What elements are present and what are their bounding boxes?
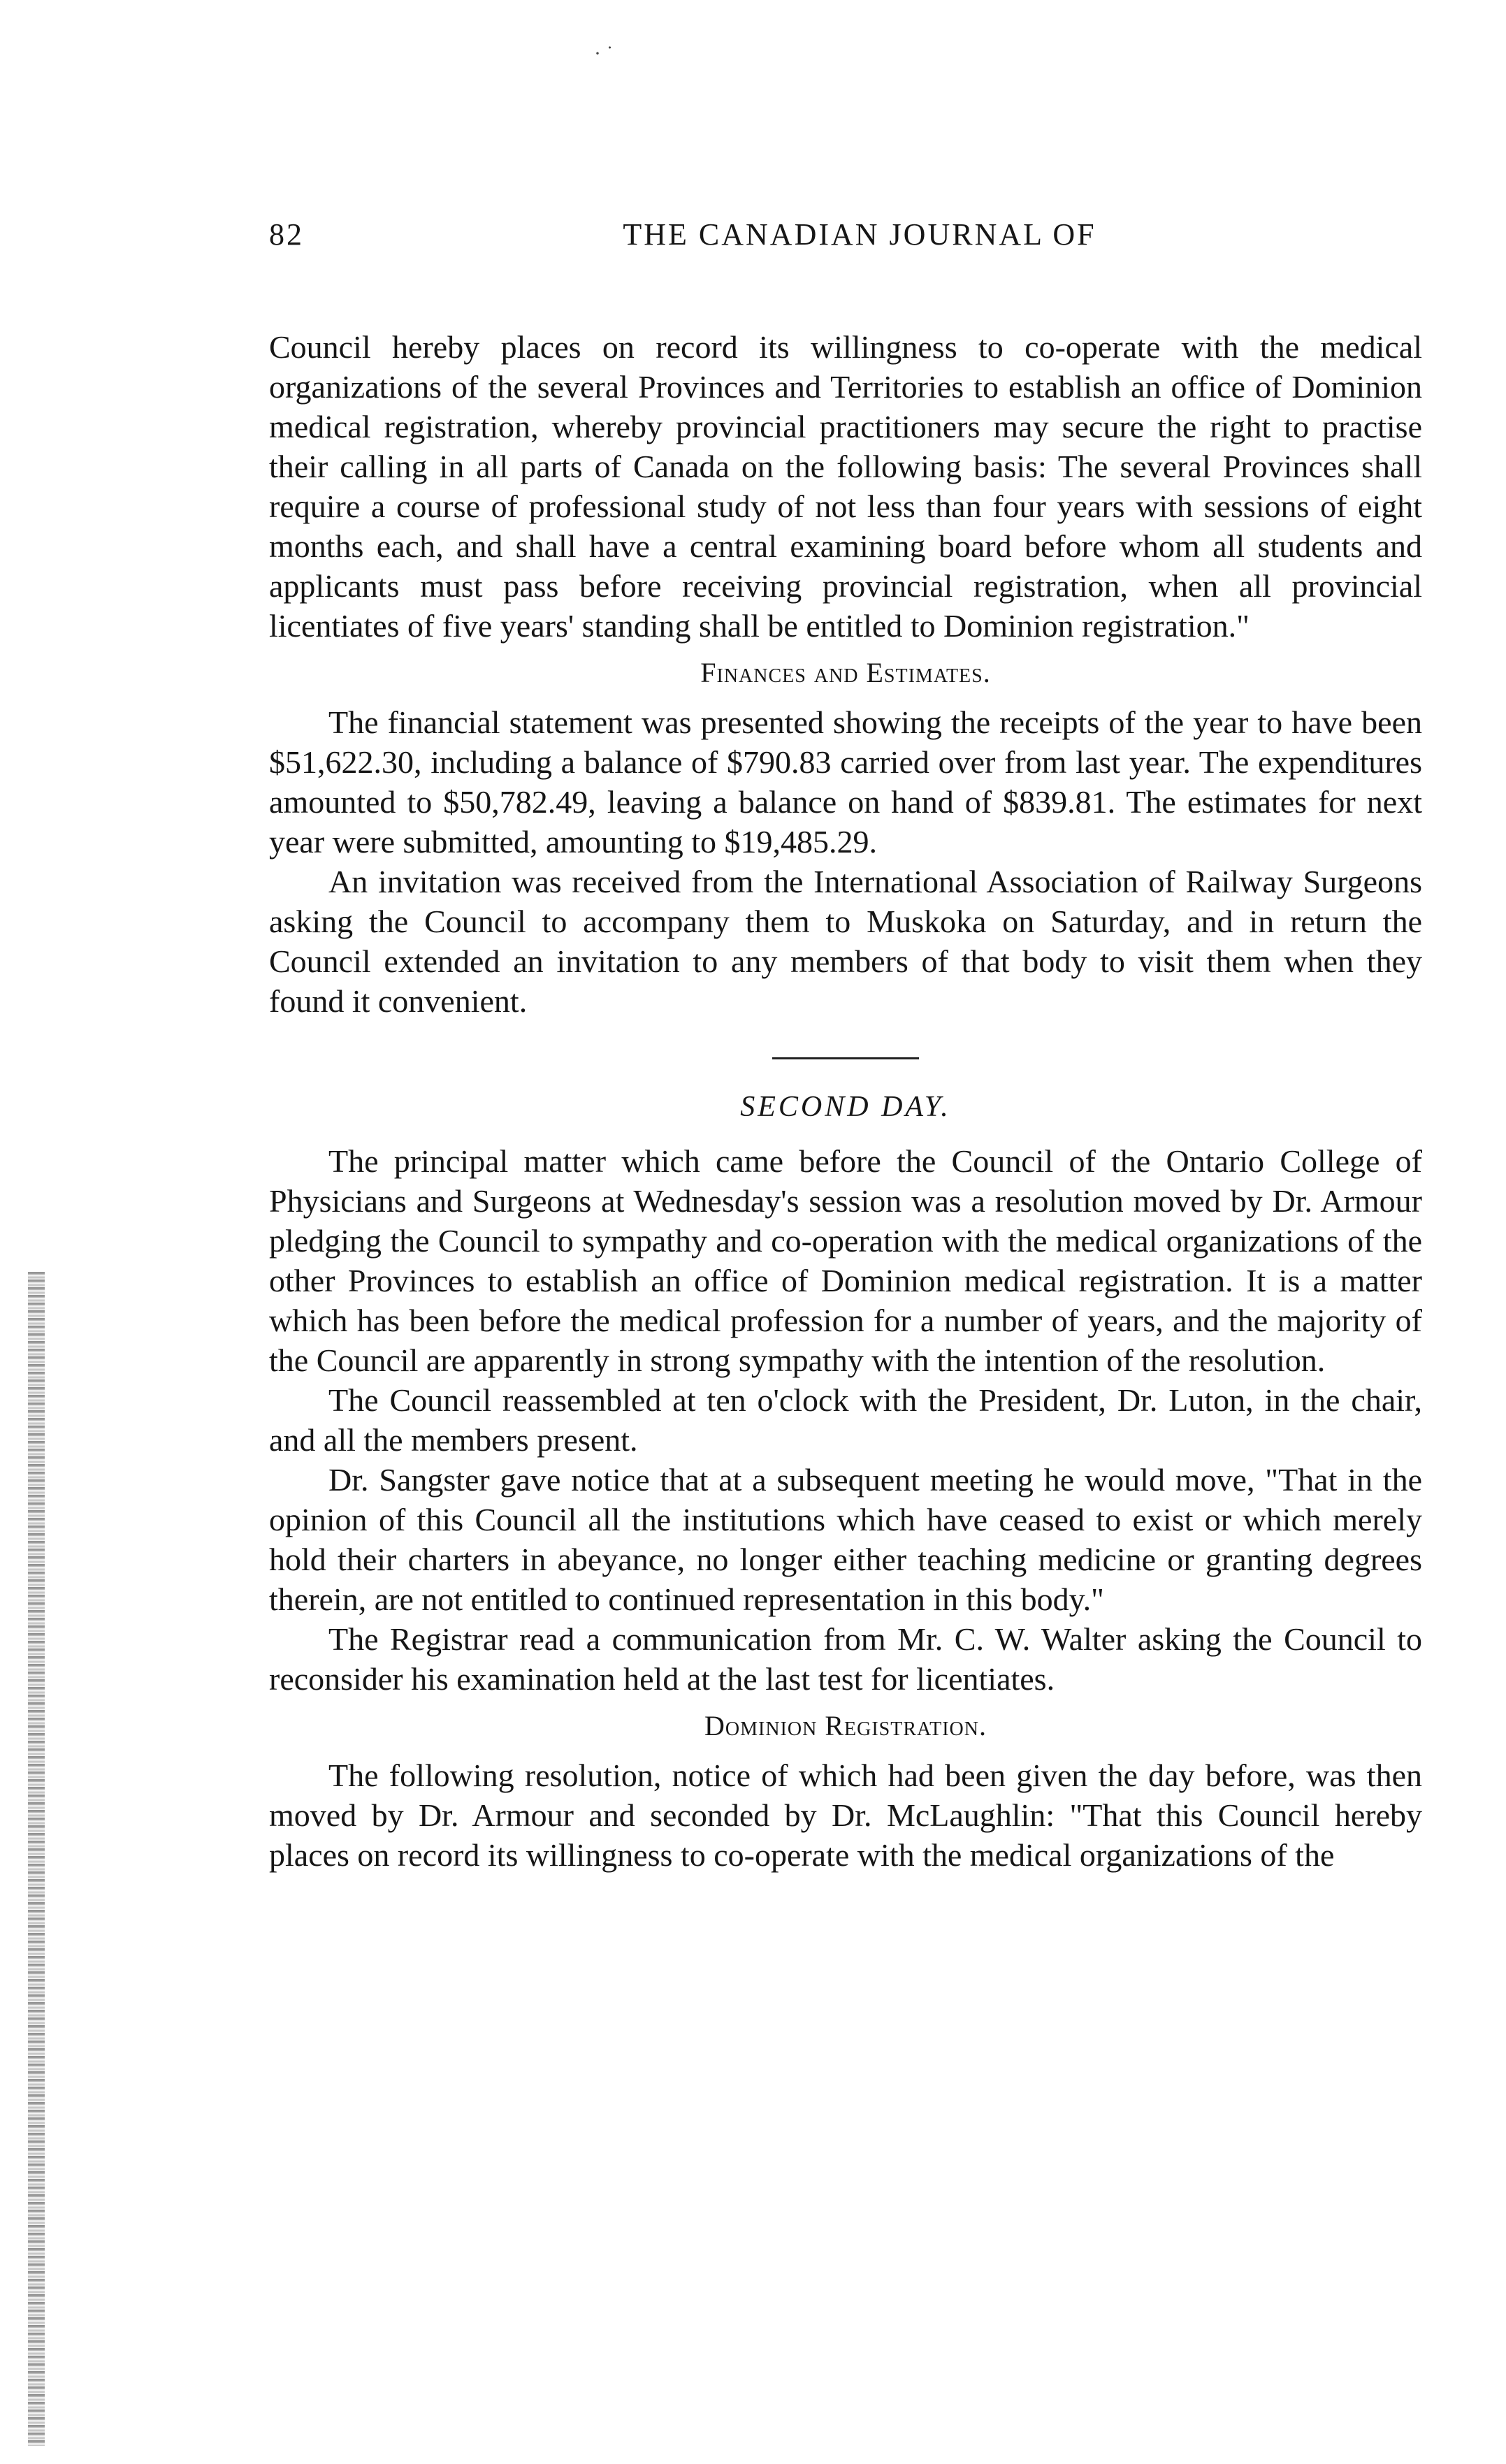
paragraph-principal-matter: The principal matter which came before the Council of the Ontario College of Physicians and Surgeons at Wednesday's session was a resolution moved by Dr. Armour pledging the Council to sympathy and co-operation with the medical organizations of the other Provinces to establish an office of Dominion medical registration. It is a matter which has been before the medical profession for a number of years, and the majority of the Council are apparently in strong sympathy with the intention of the resolution.	[269, 1143, 1422, 1378]
paragraph-continued-resolution: Council hereby places on record its willingness to co-operate with the medical organizations of the several Provinces and Territories to establish an office of Dominion medical registration, whereby provincial practitioners may secure the right to practise their calling in all parts of Canada on the following basis: The several Provinces shall require a course of professional study of not less than four years with sessions of eight months each, and shall have a central examining board before whom all students and applicants must pass before receiving provincial registration, when all provincial licentiates of five years' standing shall be entitled to Dominion registration."	[269, 329, 1422, 644]
heading-dominion-registration: Dominion Registration.	[704, 1710, 987, 1741]
paragraph-invitation: An invitation was received from the International Association of Railway Surgeons asking the Council to accompany them to Muskoka on Saturday, and in return the Council extended an invitation to any members of that body to visit them when they found it convenient.	[269, 864, 1422, 1019]
paragraph-sangster-notice: Dr. Sangster gave notice that at a subsequent meeting he would move, "That in the opinion of this Council all the institutions which have ceased to exist or which merely hold their charters in abeyance, no longer either teaching medicine or granting degrees therein, are not entitled to continued representation in this body."	[269, 1462, 1422, 1617]
journal-page	[269, 217, 1422, 1875]
article-body	[269, 327, 1422, 1875]
section-divider-rule	[772, 1057, 919, 1059]
paragraph-financial-statement: The financial statement was presented showing the receipts of the year to have been $51,622.30, including a balance of $790.83 carried over from last year. The expenditures amounted to $50,782.49, leaving a balance on hand of $839.81. The estimates for next year were submitted, amounting to $19,485.29.	[269, 704, 1422, 860]
paragraph-council-reassembled: The Council reassembled at ten o'clock with the President, Dr. Luton, in the chair, and all the members present.	[269, 1382, 1422, 1458]
heading-second-day: SECOND DAY.	[740, 1091, 951, 1123]
binding-edge-artifact	[28, 1272, 45, 2446]
scan-artifact: · ˙	[594, 42, 614, 65]
running-head	[269, 217, 1422, 273]
journal-title: THE CANADIAN JOURNAL OF	[623, 217, 1096, 252]
heading-finances-and-estimates: Finances and Estimates.	[700, 657, 991, 688]
paragraph-following-resolution: The following resolution, notice of which had been given the day before, was then moved by Dr. Armour and seconded by Dr. McLaughlin: "That this Council hereby places on record its willingness to co-operate with the medical organizations of the	[269, 1758, 1422, 1873]
page-number: 82	[269, 217, 304, 252]
paragraph-registrar-communication: The Registrar read a communication from Mr. C. W. Walter asking the Council to reconsider his examination held at the last test for licentiates.	[269, 1621, 1422, 1697]
